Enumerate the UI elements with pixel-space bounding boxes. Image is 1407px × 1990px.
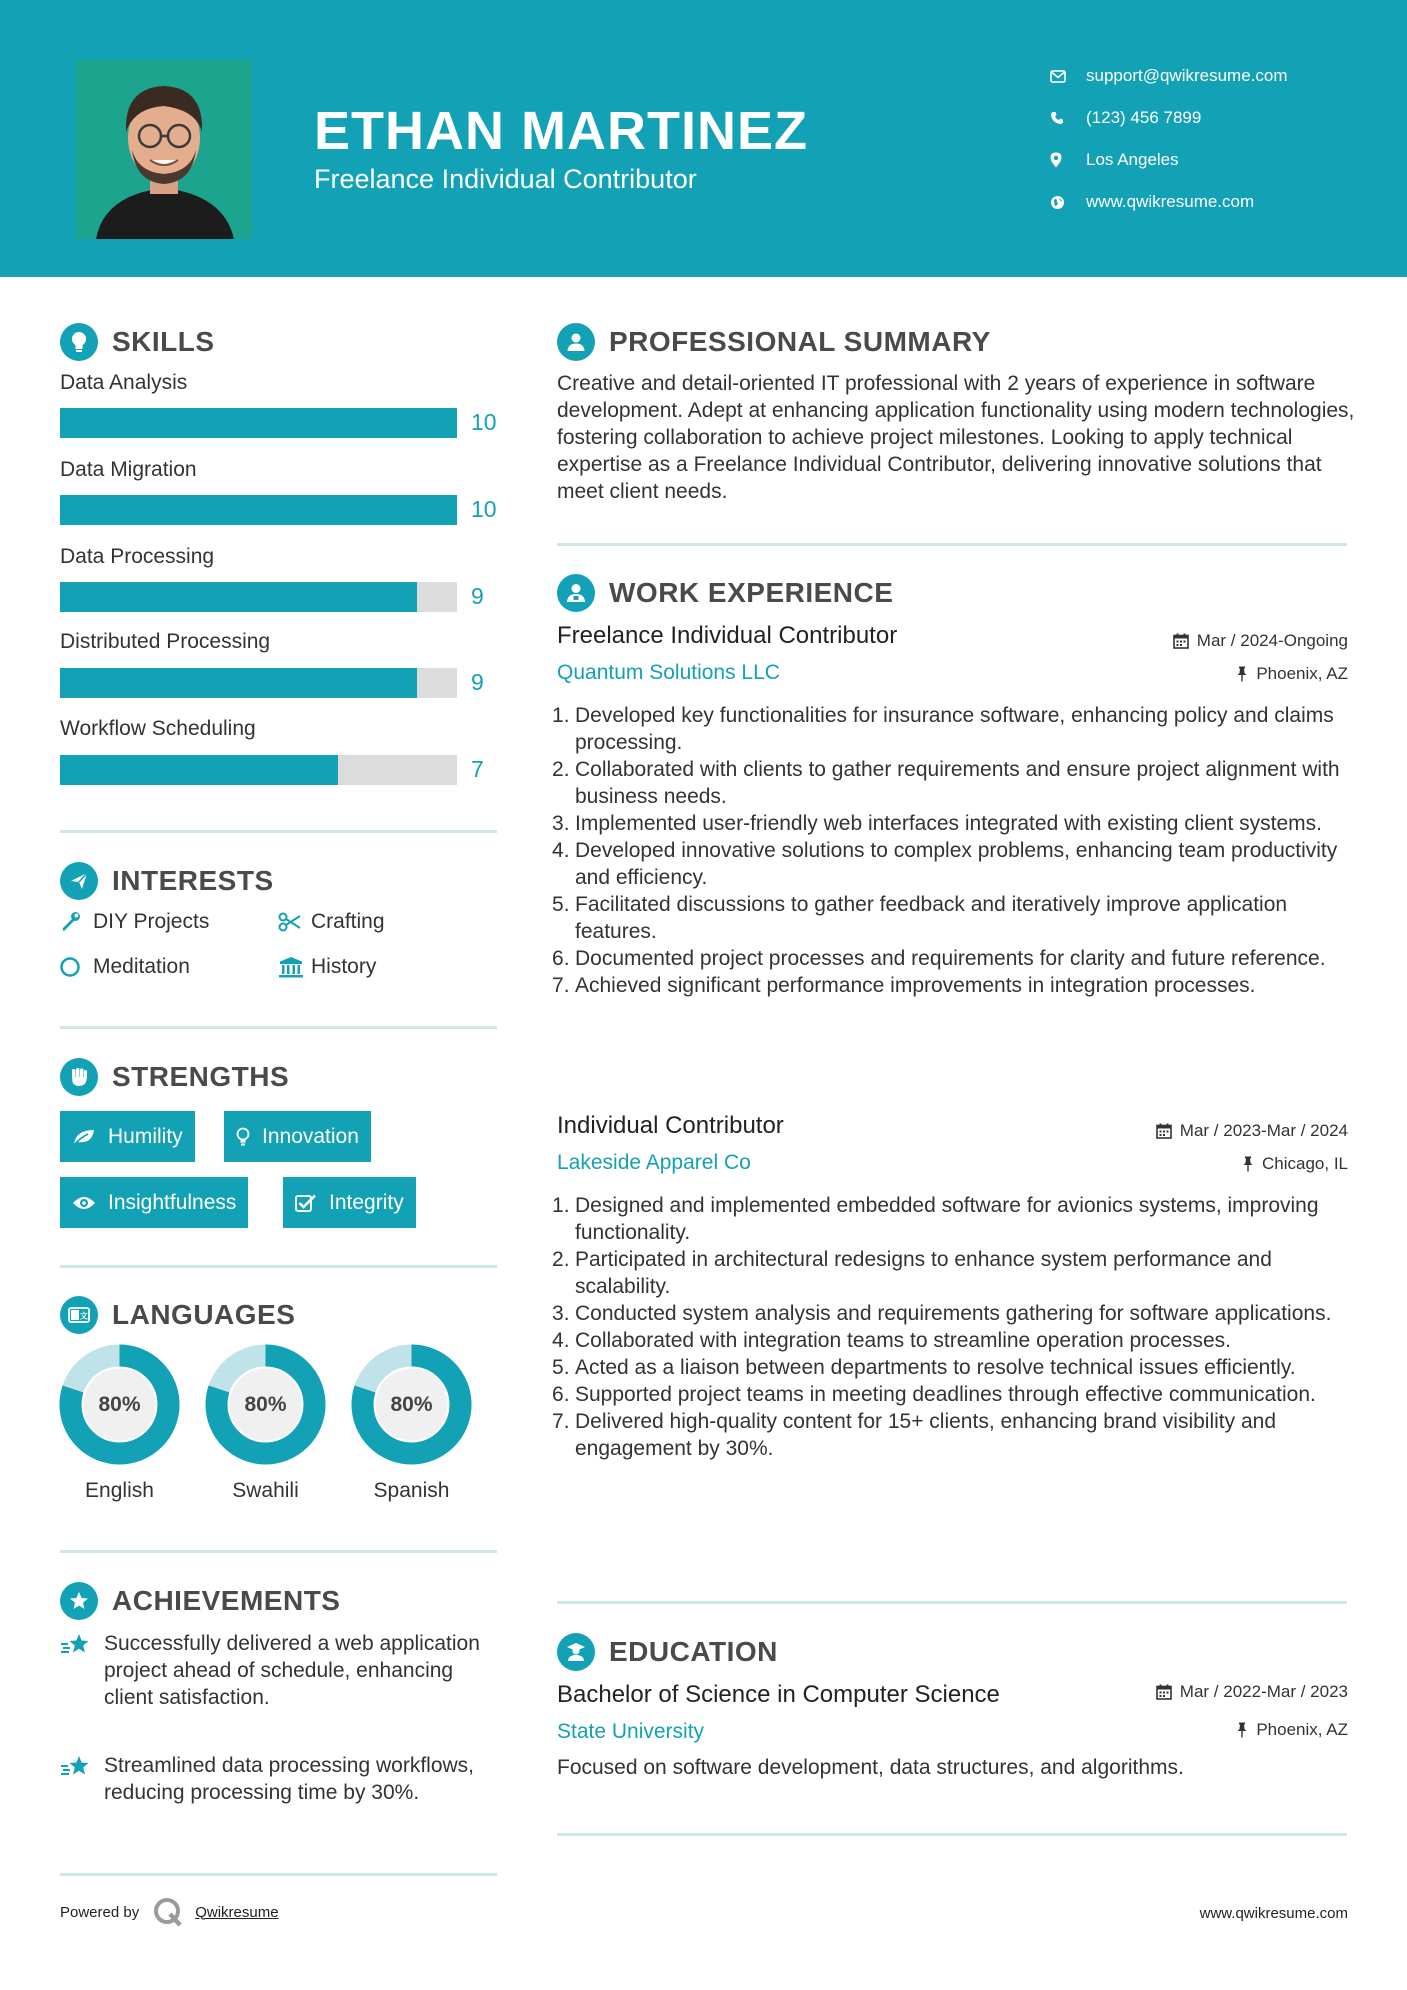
duty-item: Conducted system analysis and requirements gathering for software applications. (575, 1302, 1332, 1325)
duty-item: Designed and implemented embedded software for avionics systems, improving functionality. (575, 1194, 1319, 1244)
section-divider (557, 1601, 1347, 1604)
pushpin-icon (1236, 666, 1248, 682)
paper-plane-icon (60, 862, 98, 900)
experience-title: WORK EXPERIENCE (609, 577, 894, 608)
skill-bar (60, 755, 457, 785)
mail-icon (1050, 70, 1086, 83)
skill-name: Data Analysis (60, 371, 188, 394)
achievement-item (60, 1630, 500, 1711)
candidate-name: ETHAN MARTINEZ (314, 101, 808, 161)
graduate-icon (557, 1633, 595, 1671)
duty-list (557, 1192, 1357, 1462)
interest-label: Crafting (311, 910, 385, 933)
candidate-role: Freelance Individual Contributor (314, 164, 697, 194)
job-title: Freelance Individual Contributor (557, 622, 898, 649)
skill-bar-fill (60, 408, 457, 438)
qwikresume-logo-icon (153, 1897, 183, 1927)
interest-item (278, 910, 385, 934)
degree-title: Bachelor of Science in Computer Science (557, 1681, 1000, 1708)
leaf-icon (72, 1128, 96, 1146)
section-divider (60, 1265, 497, 1268)
lightbulb-icon (60, 323, 98, 361)
language-name: Spanish (373, 1479, 450, 1502)
strength-label: Innovation (262, 1124, 359, 1148)
duty-item: Supported project teams in meeting deadlines through effective communication. (575, 1383, 1316, 1406)
skills-title: SKILLS (112, 326, 215, 357)
duty-item: Facilitated discussions to gather feedback and iteratively improve application features. (575, 893, 1288, 943)
globe-icon (1050, 195, 1086, 210)
skill-bar-fill (60, 668, 417, 698)
skill-bar (60, 582, 457, 612)
duty-item: Achieved significant performance improvements in integration processes. (575, 974, 1256, 997)
job-dates (1156, 1121, 1348, 1141)
achievements-title: ACHIEVEMENTS (112, 1585, 341, 1616)
skill-value: 7 (471, 756, 484, 782)
language-percent: 80% (98, 1392, 141, 1416)
school-name: State University (557, 1720, 705, 1743)
summary-heading (557, 323, 991, 361)
skills-heading (60, 323, 215, 361)
section-divider (60, 830, 497, 833)
fist-icon (60, 1058, 98, 1096)
contact-phone-text: (123) 456 7899 (1086, 108, 1202, 127)
language-icon (60, 1296, 98, 1334)
duty-item: Documented project processes and requirements for clarity and future reference. (575, 947, 1326, 970)
skill-name: Data Processing (60, 545, 215, 568)
strength-label: Integrity (329, 1190, 404, 1214)
achievements-heading (60, 1582, 340, 1620)
skill-value: 9 (471, 669, 484, 695)
language-percent: 80% (390, 1392, 433, 1416)
lightbulb-icon (236, 1127, 250, 1147)
pushpin-icon (1242, 1156, 1254, 1172)
job-location-text: Phoenix, AZ (1256, 664, 1348, 683)
skill-value: 10 (471, 409, 497, 435)
duty-item: Collaborated with clients to gather requirements and ensure project alignment with business needs. (575, 758, 1340, 808)
brand-link[interactable]: Qwikresume (195, 1903, 279, 1921)
duty-item: Collaborated with integration teams to streamline operation processes. (575, 1329, 1232, 1352)
contact-website-text: www.qwikresume.com (1086, 192, 1255, 211)
circle-icon (60, 956, 93, 978)
contact-phone[interactable] (1050, 97, 1288, 139)
education-title: EDUCATION (609, 1636, 778, 1667)
education-dates (1156, 1682, 1348, 1702)
duty-item: Implemented user-friendly web interfaces integrated with existing client systems. (575, 812, 1322, 835)
skill-bar-fill (60, 495, 457, 525)
interest-label: DIY Projects (93, 910, 210, 933)
job-location (1236, 664, 1348, 684)
calendar-icon (1156, 1123, 1172, 1139)
powered-by-label: Powered by (60, 1903, 140, 1921)
strength-badge (283, 1177, 416, 1228)
summary-title: PROFESSIONAL SUMMARY (609, 326, 991, 357)
interest-item (278, 955, 376, 979)
language-name: Swahili (232, 1479, 299, 1502)
contact-email-text: support@qwikresume.com (1086, 66, 1288, 85)
language-name: English (85, 1479, 154, 1502)
strength-badge (60, 1111, 195, 1162)
interests-title: INTERESTS (112, 865, 274, 896)
summary-text: Creative and detail-oriented IT professional with 2 years of experience in software development. Adept at enhancing application functionality using modern technologies, fostering collaboration to achieve project milestones. Looking to apply technical expertise as a Freelance Individual Contributor, delivering innovative solutions that meet client needs. (557, 372, 1355, 503)
location-pin-icon (1050, 152, 1086, 168)
shooting-star-icon (60, 1630, 104, 1711)
language-ring (59, 1344, 180, 1465)
section-divider (557, 543, 1347, 546)
skill-bar-fill (60, 582, 417, 612)
duty-item: Developed key functionalities for insurance software, enhancing policy and claims processing. (575, 704, 1334, 754)
skill-name: Workflow Scheduling (60, 717, 256, 740)
job-dates (1173, 631, 1348, 651)
interest-item (60, 910, 209, 934)
languages-heading (60, 1296, 295, 1334)
strengths-heading (60, 1058, 289, 1096)
duty-item: Participated in architectural redesigns to enhance system performance and scalability. (575, 1248, 1272, 1298)
duty-item: Developed innovative solutions to complex problems, enhancing team productivity and efficiency. (575, 839, 1338, 889)
briefcase-user-icon (557, 574, 595, 612)
wrench-icon (60, 911, 93, 933)
achievement-text: Successfully delivered a web application project ahead of schedule, enhancing client satisfaction. (104, 1632, 480, 1709)
skill-bar (60, 495, 457, 525)
job-title: Individual Contributor (557, 1112, 784, 1139)
strength-label: Insightfulness (108, 1190, 237, 1214)
duty-item: Acted as a liaison between departments to resolve technical issues efficiently. (575, 1356, 1296, 1379)
interest-label: History (311, 955, 377, 978)
strengths-title: STRENGTHS (112, 1061, 290, 1092)
contact-email[interactable] (1050, 55, 1288, 97)
skill-value: 9 (471, 583, 484, 609)
skill-bar (60, 668, 457, 698)
achievement-item (60, 1752, 500, 1806)
star-badge-icon (60, 1582, 98, 1620)
job-dates-text: Mar / 2023-Mar / 2024 (1179, 1121, 1348, 1140)
section-divider (557, 1833, 1347, 1836)
skill-value: 10 (471, 496, 497, 522)
language-ring (205, 1344, 326, 1465)
strength-badge (224, 1111, 371, 1162)
user-icon (557, 323, 595, 361)
phone-icon (1050, 111, 1086, 125)
job-location (1242, 1154, 1348, 1174)
section-divider (60, 1550, 497, 1553)
scissors-icon (278, 912, 311, 932)
interest-label: Meditation (93, 955, 190, 978)
svg-text:文: 文 (79, 1311, 89, 1321)
profile-photo (76, 60, 252, 239)
section-divider (60, 1026, 497, 1029)
contact-website[interactable] (1050, 181, 1288, 223)
duty-item: Delivered high-quality content for 15+ clients, enhancing brand visibility and engagement by 30%. (575, 1410, 1276, 1460)
eye-icon (72, 1195, 96, 1211)
education-location (1236, 1720, 1348, 1740)
interests-heading (60, 862, 274, 900)
contact-location-text: Los Angeles (1086, 150, 1179, 169)
shooting-star-icon (60, 1752, 104, 1806)
company-name: Lakeside Apparel Co (557, 1151, 751, 1174)
section-divider (60, 1873, 497, 1876)
calendar-icon (1173, 633, 1189, 649)
education-dates-text: Mar / 2022-Mar / 2023 (1179, 1682, 1348, 1701)
achievement-text: Streamlined data processing workflows, reducing processing time by 30%. (104, 1754, 475, 1804)
education-location-text: Phoenix, AZ (1256, 1720, 1348, 1739)
strength-badge (60, 1177, 248, 1228)
calendar-icon (1156, 1684, 1172, 1700)
strength-label: Humility (108, 1124, 183, 1148)
experience-heading (557, 574, 893, 612)
pushpin-icon (1236, 1722, 1248, 1738)
job-dates-text: Mar / 2024-Ongoing (1196, 631, 1348, 650)
contact-location (1050, 139, 1288, 181)
languages-title: LANGUAGES (112, 1299, 296, 1330)
job-location-text: Chicago, IL (1262, 1154, 1348, 1173)
footer-powered-by (60, 1897, 279, 1927)
checkbox-icon (295, 1193, 317, 1213)
skill-bar-fill (60, 755, 338, 785)
skill-name: Distributed Processing (60, 630, 271, 653)
museum-icon (278, 956, 311, 978)
education-description: Focused on software development, data structures, and algorithms. (557, 1756, 1184, 1779)
resume-header (0, 0, 1407, 277)
footer-website[interactable]: www.qwikresume.com (1199, 1905, 1348, 1922)
language-percent: 80% (244, 1392, 287, 1416)
language-ring (351, 1344, 472, 1465)
contact-list (1050, 55, 1288, 223)
skill-name: Data Migration (60, 458, 197, 481)
company-name: Quantum Solutions LLC (557, 661, 780, 684)
skill-bar (60, 408, 457, 438)
education-heading (557, 1633, 778, 1671)
interest-item (60, 955, 190, 979)
duty-list (557, 702, 1357, 999)
